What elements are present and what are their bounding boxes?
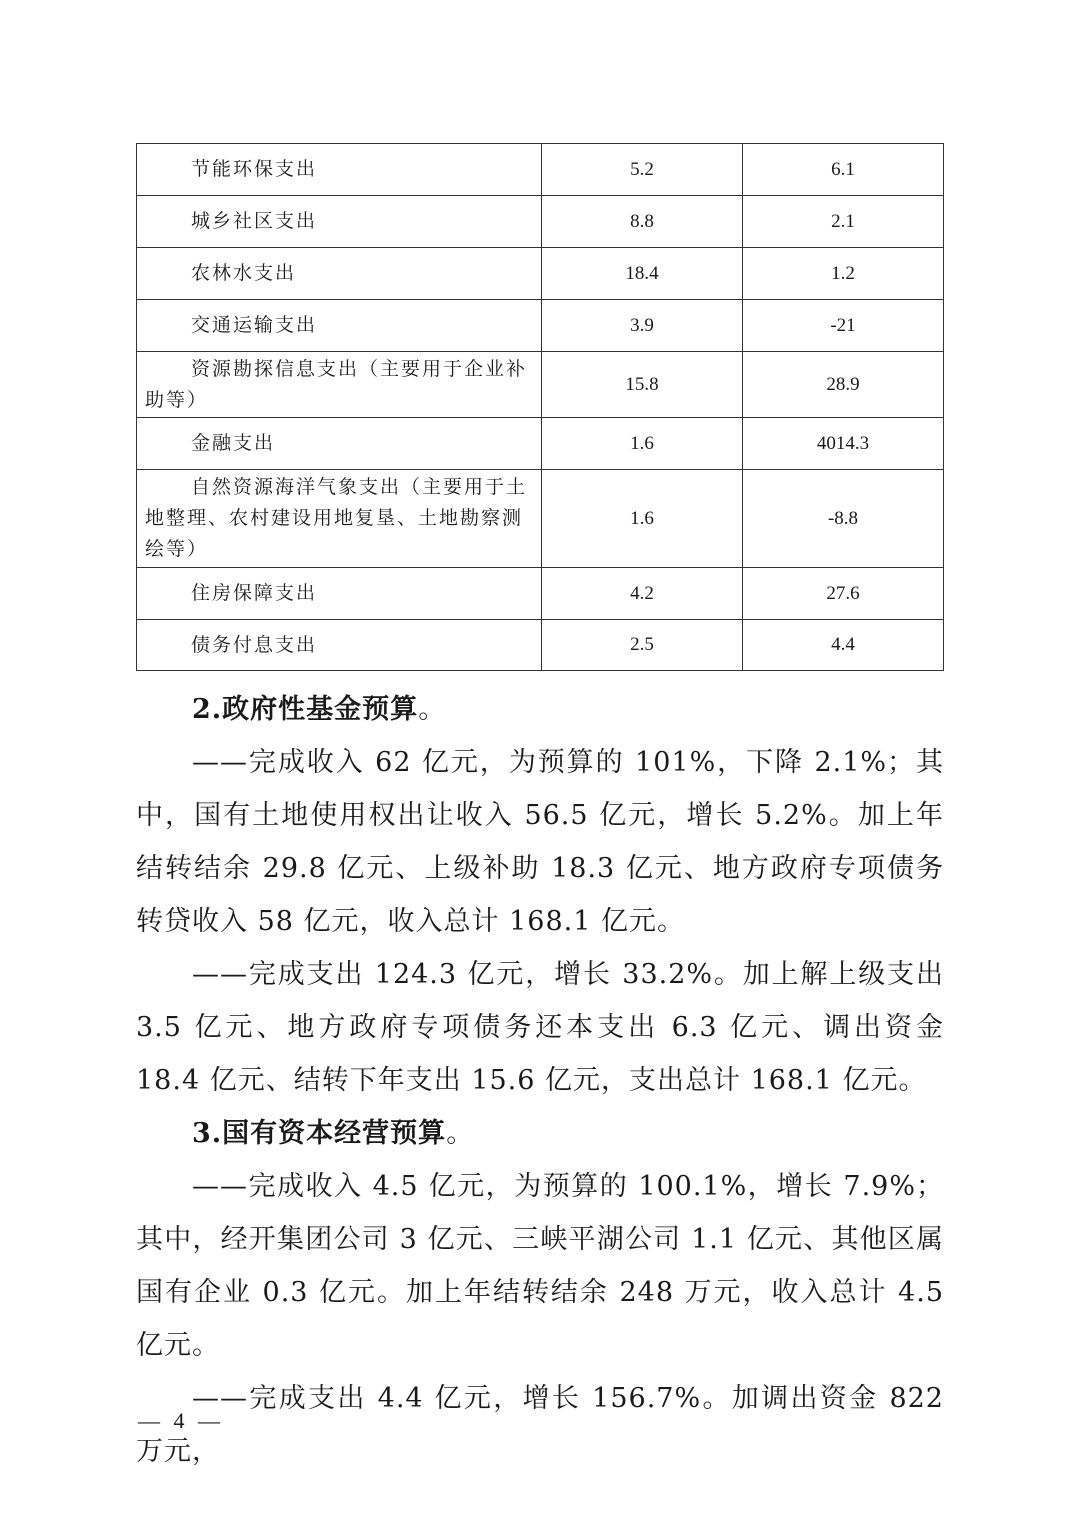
row-value-a: 18.4 [542, 248, 743, 300]
fund-income-paragraph: ——完成收入 62 亿元，为预算的 101%，下降 2.1%；其中，国有土地使用权出让收入 56.5 亿元，增长 5.2%。加上年结转结余 29.8 亿元、上级补助 18.3 亿元、地方政府专项债务转贷收入 58 亿元，收入总计 168.1 亿元。 [136, 747, 944, 937]
heading-punct: 。 [446, 1118, 475, 1149]
table-row [137, 418, 944, 470]
table-row [137, 470, 944, 568]
row-name-cell: 债务付息支出 [137, 620, 542, 671]
row-value-b: 6.1 [743, 144, 944, 196]
row-value-b: 4.4 [743, 620, 944, 671]
page-number: — 4 — [138, 1408, 224, 1433]
row-value-b: 28.9 [743, 352, 944, 418]
row-value-a: 1.6 [542, 418, 743, 470]
heading-text: 3.国有资本经营预算 [192, 1118, 447, 1149]
row-value-a: 3.9 [542, 300, 743, 352]
capital-expense-paragraph: ——完成支出 4.4 亿元，增长 156.7%。加调出资金 822 万元， [136, 1383, 944, 1467]
row-value-b: 1.2 [743, 248, 944, 300]
table-row [137, 620, 944, 671]
row-name-cell: 资源勘探信息支出（主要用于企业补助等） [137, 352, 542, 418]
table-row [137, 248, 944, 300]
fund-expense-paragraph: ——完成支出 124.3 亿元，增长 33.2%。加上解上级支出 3.5 亿元、地方政府专项债务还本支出 6.3 亿元、调出资金 18.4 亿元、结转下年支出 15.6 亿元，支出总计 168.1 亿元。 [136, 959, 944, 1096]
row-name-cell: 城乡社区支出 [137, 196, 542, 248]
table-row [137, 568, 944, 620]
row-value-b: 2.1 [743, 196, 944, 248]
row-value-a: 5.2 [542, 144, 743, 196]
heading-text: 2.政府性基金预算 [192, 694, 419, 725]
row-value-a: 1.6 [542, 470, 743, 568]
capital-income-paragraph: ——完成收入 4.5 亿元，为预算的 100.1%，增长 7.9%；其中，经开集团公司 3 亿元、三峡平湖公司 1.1 亿元、其他区属国有企业 0.3 亿元。加上年结转结余 248 万元，收入总计 4.5 亿元。 [136, 1171, 944, 1361]
row-name-cell: 节能环保支出 [137, 144, 542, 196]
heading-punct: 。 [418, 694, 447, 725]
row-name-cell: 农林水支出 [137, 248, 542, 300]
row-value-a: 15.8 [542, 352, 743, 418]
row-name-cell: 金融支出 [137, 418, 542, 470]
body-text [136, 683, 944, 1478]
row-value-b: 27.6 [743, 568, 944, 620]
row-value-a: 4.2 [542, 568, 743, 620]
row-name-cell: 自然资源海洋气象支出（主要用于土地整理、农村建设用地复垦、土地勘察测绘等） [137, 470, 542, 568]
row-value-a: 8.8 [542, 196, 743, 248]
row-name-cell: 住房保障支出 [137, 568, 542, 620]
section-heading-state-capital [136, 1107, 944, 1160]
section-heading-fund-budget [136, 683, 944, 736]
table-row [137, 352, 944, 418]
table-row [137, 144, 944, 196]
table-row [137, 196, 944, 248]
row-value-b: -21 [743, 300, 944, 352]
row-value-b: -8.8 [743, 470, 944, 568]
row-value-b: 4014.3 [743, 418, 944, 470]
expenditure-table [136, 143, 944, 671]
table-row [137, 300, 944, 352]
row-name-cell: 交通运输支出 [137, 300, 542, 352]
row-value-a: 2.5 [542, 620, 743, 671]
